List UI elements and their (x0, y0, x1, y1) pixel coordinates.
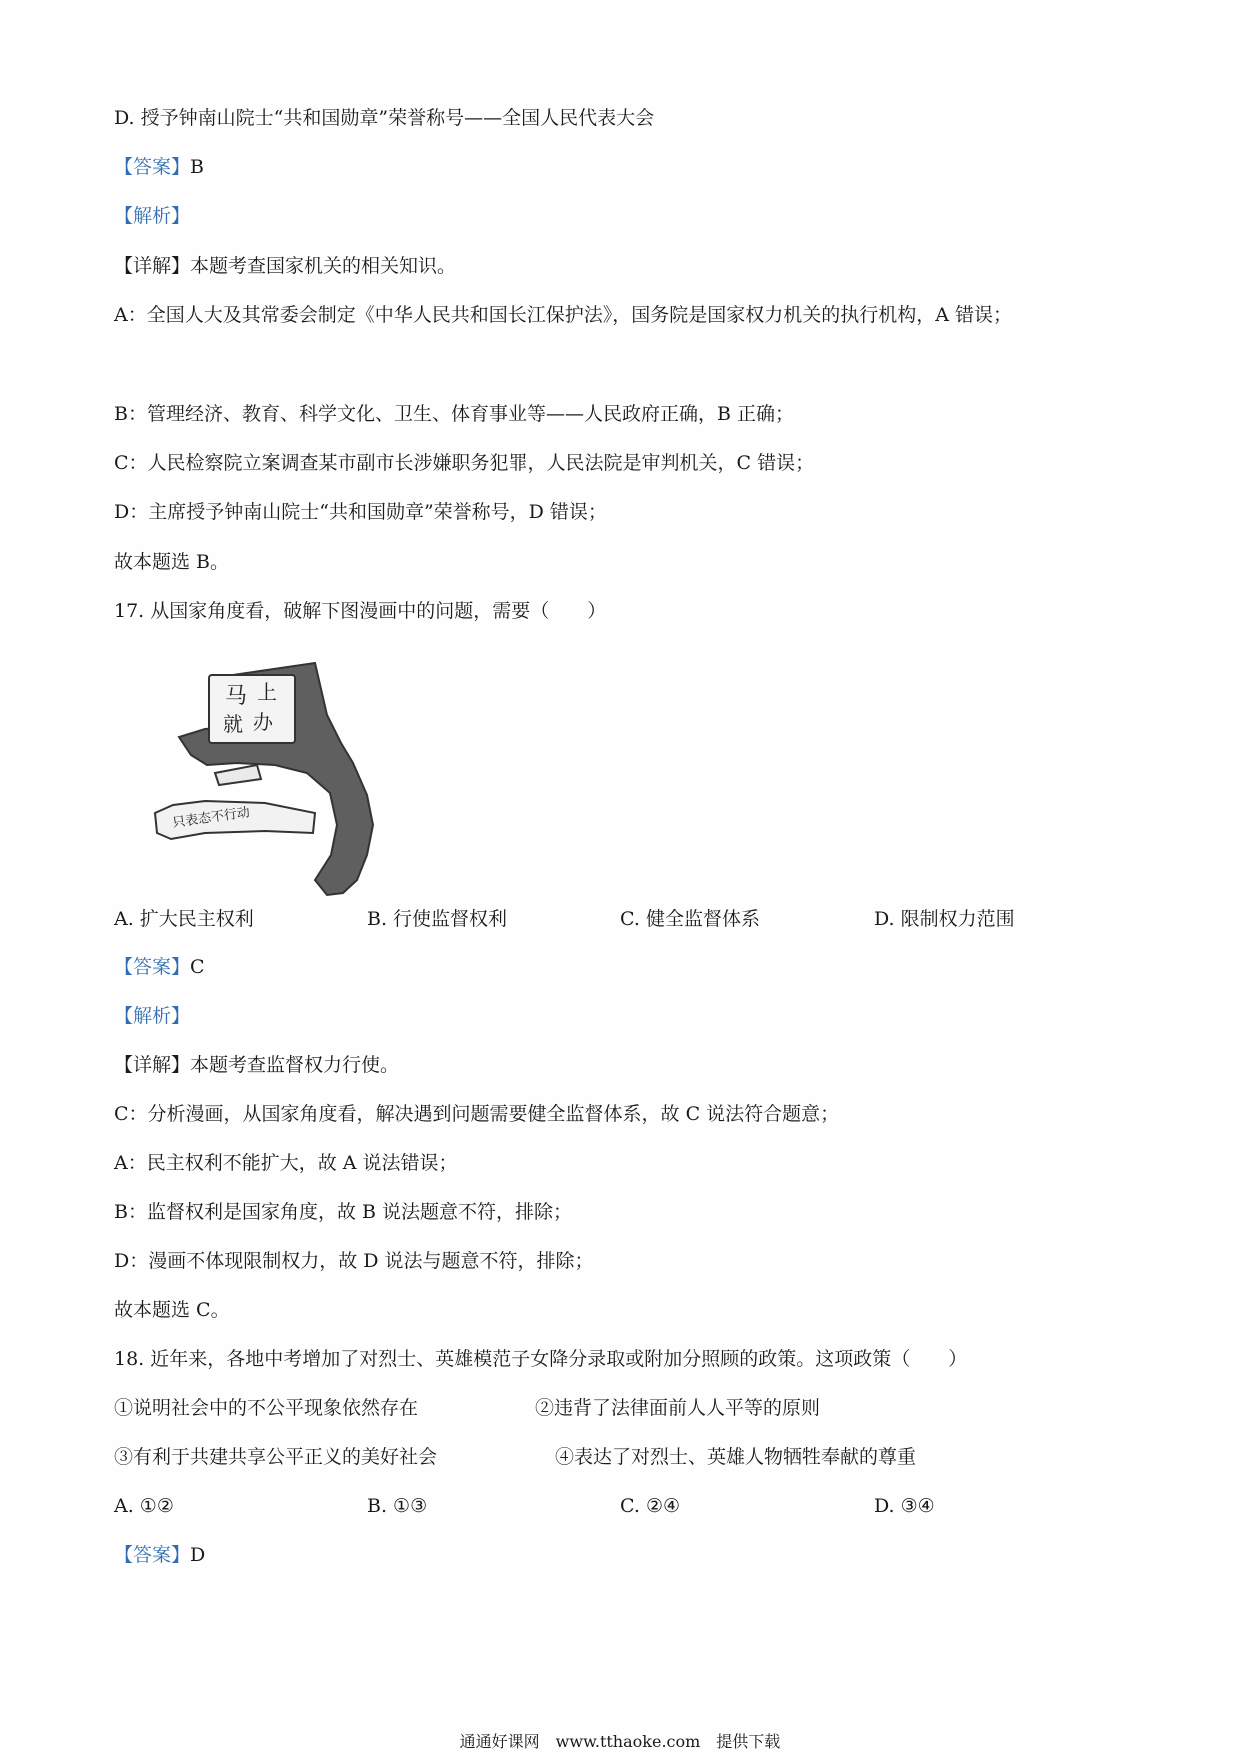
q17-stem: 17. 从国家角度看，破解下图漫画中的问题，需要（ ） (114, 600, 607, 622)
ribbon-text: 只表态不行动 (171, 805, 251, 831)
q18-option-b: B. ①③ (367, 1495, 428, 1517)
q17-detail: 【详解】本题考查监督权力行使。 (114, 1054, 400, 1076)
q18-stem: 18. 近年来，各地中考增加了对烈士、英雄模范子女降分录取或附加分照顾的政策。这项政策（ ） (114, 1348, 968, 1370)
q16-detail: 【详解】本题考查国家机关的相关知识。 (114, 255, 457, 277)
q18-option-d: D. ③④ (874, 1495, 935, 1517)
q16-analysis-tag: 【解析】 (114, 205, 191, 227)
cartoon-arm (215, 765, 261, 785)
answer-value: B (190, 156, 204, 178)
answer-tag: 【答案】 (114, 956, 191, 978)
q16-explanation-b: B：管理经济、教育、科学文化、卫生、体育事业等——人民政府正确，B 正确； (114, 403, 794, 425)
q18-item-1: ①说明社会中的不公平现象依然存在 (114, 1397, 419, 1419)
q17-option-b: B. 行使监督权利 (367, 908, 508, 930)
answer-value: C (190, 956, 205, 978)
q18-option-c: C. ②④ (620, 1495, 681, 1517)
q17-explanation-b: B：监督权利是国家角度，故 B 说法题意不符，排除； (114, 1201, 573, 1223)
q16-explanation-d: D：主席授予钟南山院士“共和国勋章”荣誉称号，D 错误； (114, 501, 607, 523)
q16-option-d: D. 授予钟南山院士“共和国勋章”荣誉称号——全国人民代表大会 (114, 107, 655, 129)
sign-char-1: 马 (225, 684, 248, 709)
sign-char-2: 上 (257, 680, 277, 704)
q17-explanation-a: A：民主权利不能扩大，故 A 说法错误； (114, 1152, 458, 1174)
q17-option-c: C. 健全监督体系 (620, 908, 760, 930)
q17-conclusion: 故本题选 C。 (114, 1299, 230, 1321)
q17-analysis-tag: 【解析】 (114, 1005, 191, 1027)
page-footer: 通通好课网 www.tthaoke.com 提供下载 (459, 1732, 781, 1751)
q17-explanation-c: C：分析漫画，从国家角度看，解决遇到问题需要健全监督体系，故 C 说法符合题意； (114, 1103, 840, 1125)
q17-explanation-d: D：漫画不体现限制权力，故 D 说法与题意不符，排除； (114, 1250, 594, 1272)
q17-option-a: A. 扩大民主权利 (114, 908, 254, 930)
q17-option-d: D. 限制权力范围 (874, 908, 1015, 930)
q18-option-a: A. ①② (114, 1495, 174, 1517)
sign-char-3: 就 (223, 712, 243, 736)
answer-tag: 【答案】 (114, 1544, 191, 1566)
answer-value: D (190, 1544, 206, 1566)
q17-answer (114, 954, 205, 980)
q18-item-2: ②违背了法律面前人人平等的原则 (535, 1397, 821, 1419)
q18-item-3: ③有利于共建共享公平正义的美好社会 (114, 1446, 438, 1468)
q18-item-4: ④表达了对烈士、英雄人物牺牲奉献的尊重 (555, 1446, 917, 1468)
cartoon-sign (209, 675, 295, 743)
q16-answer (114, 154, 204, 180)
q16-explanation-a: A：全国人大及其常委会制定《中华人民共和国长江保护法》，国务院是国家权力机关的执行机构，A 错误； (114, 304, 1012, 326)
q17-cartoon-image (145, 655, 390, 905)
sign-char-4: 办 (253, 710, 273, 734)
q16-explanation-c: C：人民检察院立案调查某市副市长涉嫌职务犯罪，人民法院是审判机关，C 错误； (114, 452, 815, 474)
q16-conclusion: 故本题选 B。 (114, 551, 230, 573)
answer-tag: 【答案】 (114, 156, 191, 178)
q18-answer (114, 1542, 205, 1568)
